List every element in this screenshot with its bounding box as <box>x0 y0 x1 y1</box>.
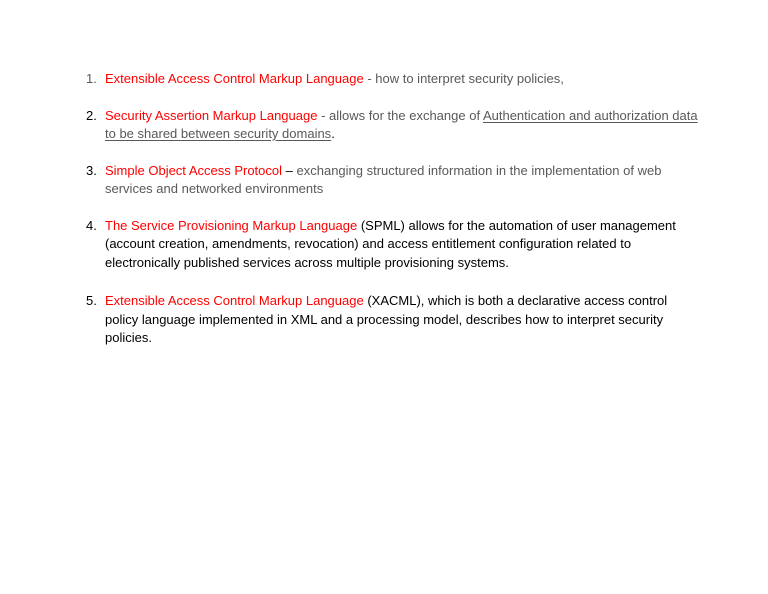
term-xacml: Extensible Access Control Markup Language <box>105 71 364 86</box>
list-item <box>86 107 701 144</box>
term-saml: Security Assertion Markup Language <box>105 107 318 123</box>
term-spml: The Service Provisioning Markup Language <box>105 217 358 233</box>
item-description: (XACML), which is both a declarative access control policy language implemented in XML and a processing model, describes how to interpret security policies. <box>105 293 668 345</box>
item-period: . <box>331 126 335 141</box>
item-dash: – <box>282 162 297 178</box>
item-description: (SPML) allows for the automation of user management (account creation, amendments, revocation) and access entitlement configuration related to electronically published services across multiple provisioning systems. <box>105 217 676 270</box>
term-soap: Simple Object Access Protocol <box>105 162 283 178</box>
list-item <box>86 162 701 199</box>
list-number: 1. <box>86 71 97 86</box>
list-number: 2. <box>86 107 97 123</box>
item-description: - how to interpret security policies, <box>363 71 564 86</box>
list-item <box>86 292 701 348</box>
item-description: - allows for the exchange of <box>317 107 483 123</box>
list-number: 5. <box>86 293 97 308</box>
item-description: exchanging structured information in the implementation of web services and networked environments <box>105 162 662 196</box>
term-xacml-full: Extensible Access Control Markup Language <box>105 293 364 308</box>
list-number: 3. <box>86 162 97 178</box>
list-number: 4. <box>86 217 97 233</box>
underlined-text: Authentication and authorization data to be shared between security domains <box>105 107 698 141</box>
list-item <box>86 70 701 89</box>
numbered-list <box>86 70 701 348</box>
list-item <box>86 217 701 273</box>
